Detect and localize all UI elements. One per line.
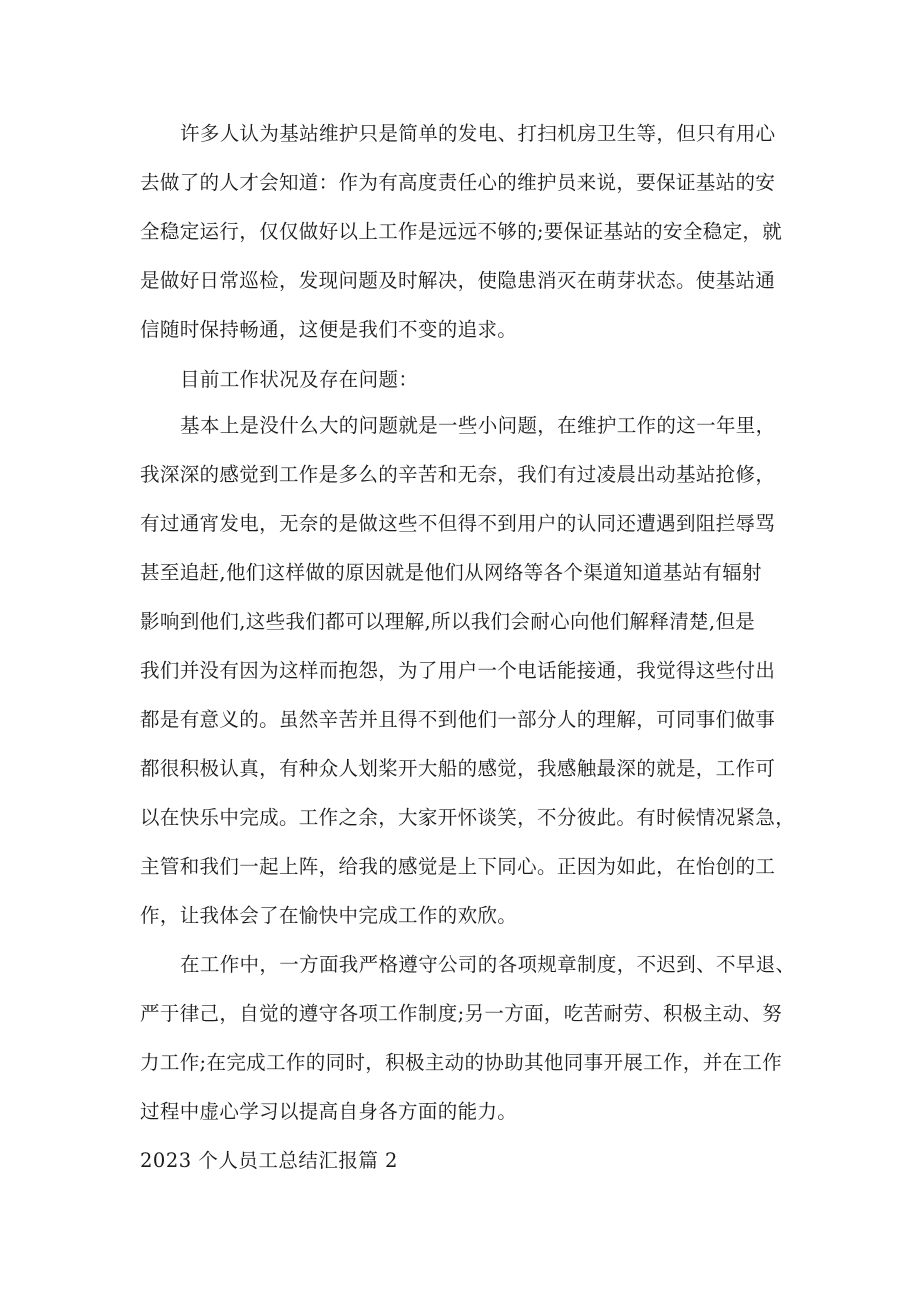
- text-line: 基本上是没什么大的问题就是一些小问题，在维护工作的这一年里，: [180, 414, 776, 437]
- text-line: 力工作;在完成工作的同时，积极主动的协助其他同事开展工作，并在工作: [140, 1051, 783, 1074]
- text-line: 去做了的人才会知道：作为有高度责任心的维护员来说，要保证基站的安: [140, 171, 776, 194]
- text-line: 有过通宵发电，无奈的是做这些不但得不到用户的认同还遭遇到阻拦辱骂: [140, 512, 776, 535]
- text-line: 信随时保持畅通，这便是我们不变的追求。: [140, 318, 518, 341]
- text-line: 我深深的感觉到工作是多么的辛苦和无奈，我们有过凌晨出动基站抢修，: [140, 463, 776, 486]
- text-line: 都是有意义的。虽然辛苦并且得不到他们一部分人的理解，可同事们做事: [140, 708, 776, 731]
- text-line: 以在快乐中完成。工作之余，大家开怀谈笑，不分彼此。有时候情况紧急，: [140, 806, 796, 829]
- text-line: 严于律己，自觉的遵守各项工作制度;另一方面，吃苦耐劳、积极主动、努: [140, 1002, 783, 1025]
- text-line: 都很积极认真，有种众人划桨开大船的感觉，我感触最深的就是，工作可: [140, 757, 776, 780]
- text-line: 作，让我体会了在愉快中完成工作的欢欣。: [140, 904, 518, 927]
- section-heading: 2023 个人员工总结汇报篇 2: [140, 1149, 398, 1172]
- text-line: 过程中虚心学习以提高自身各方面的能力。: [140, 1100, 518, 1123]
- text-line: 在工作中，一方面我严格遵守公司的各项规章制度，不迟到、不早退、: [180, 953, 796, 976]
- text-line: 影响到他们,这些我们都可以理解,所以我们会耐心向他们解释清楚,但是: [140, 610, 756, 633]
- text-line: 目前工作状况及存在问题：: [180, 368, 419, 391]
- text-line: 是做好日常巡检，发现问题及时解决，使隐患消灭在萌芽状态。使基站通: [140, 269, 776, 292]
- text-line: 许多人认为基站维护只是简单的发电、打扫机房卫生等，但只有用心: [180, 122, 776, 145]
- text-line: 我们并没有因为这样而抱怨，为了用户一个电话能接通，我觉得这些付出: [140, 659, 776, 682]
- text-line: 主管和我们一起上阵，给我的感觉是上下同心。正因为如此，在怡创的工: [140, 855, 776, 878]
- text-line: 全稳定运行，仅仅做好以上工作是远远不够的;要保证基站的安全稳定，就: [140, 220, 783, 243]
- text-line: 甚至追赶,他们这样做的原因就是他们从网络等各个渠道知道基站有辐射: [140, 561, 762, 584]
